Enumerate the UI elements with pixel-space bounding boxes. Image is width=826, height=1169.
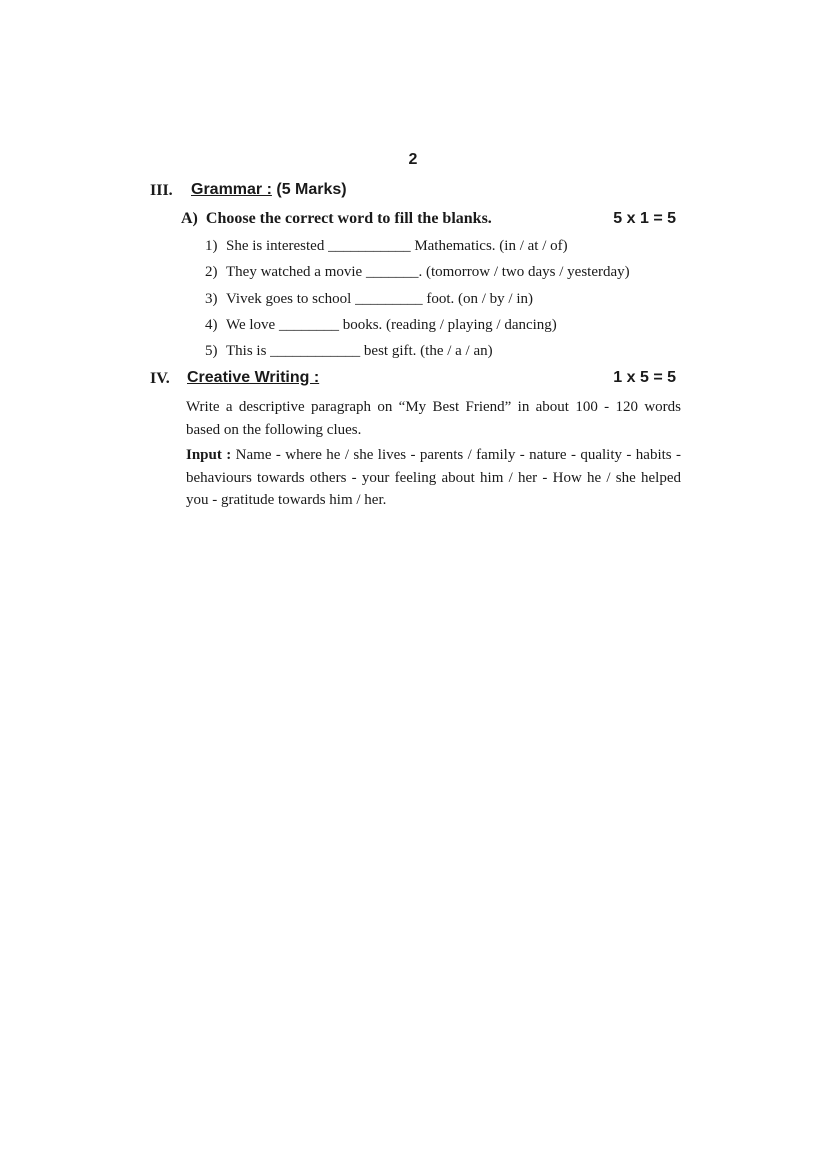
question-number: 1) (205, 238, 218, 254)
section-title-label: Grammar : (191, 181, 272, 198)
question-text: This is ____________ best gift. (the / a / an) (226, 343, 493, 360)
page-number: 2 (408, 151, 418, 168)
part-a-instruction (181, 210, 492, 228)
list-item (205, 236, 630, 262)
list-item (205, 289, 630, 315)
part-a-label: A) (181, 210, 198, 227)
writing-input (186, 444, 681, 512)
section-title-label: Creative Writing : (187, 369, 320, 386)
section-title (191, 181, 347, 199)
section-number: III. (150, 182, 173, 199)
question-text: Vivek goes to school _________ foot. (on / by / in) (226, 290, 533, 307)
part-a-text: Choose the correct word to fill the blanks. (205, 210, 492, 227)
list-item (205, 262, 630, 288)
section-marks: 1 x 5 = 5 (613, 369, 676, 386)
writing-instruction: Write a descriptive paragraph on “My Best Friend” in about 100 - 120 words based on the following clues. (186, 399, 681, 438)
question-number: 3) (205, 290, 218, 307)
question-number: 5) (205, 343, 218, 360)
input-text: Name - where he / she lives - parents / family - nature - quality - habits - behaviours towards others - your feeling about him / her - How he / she helped you - gratitude towards him / her. (186, 447, 682, 508)
question-number: 2) (205, 264, 218, 281)
list-item (205, 341, 630, 367)
list-item (205, 315, 630, 341)
question-list (205, 236, 630, 367)
question-number: 4) (205, 316, 218, 333)
question-text: We love ________ books. (reading / playing / dancing) (226, 316, 557, 333)
section-marks-note: (5 Marks) (276, 181, 347, 198)
input-label: Input : (186, 447, 232, 463)
section-title (187, 369, 319, 387)
section-number: IV. (150, 370, 170, 387)
question-text: She is interested ___________ Mathematics. (in / at / of) (226, 238, 568, 254)
question-text: They watched a movie _______. (tomorrow / two days / yesterday) (226, 264, 630, 281)
part-a-marks: 5 x 1 = 5 (613, 210, 676, 227)
